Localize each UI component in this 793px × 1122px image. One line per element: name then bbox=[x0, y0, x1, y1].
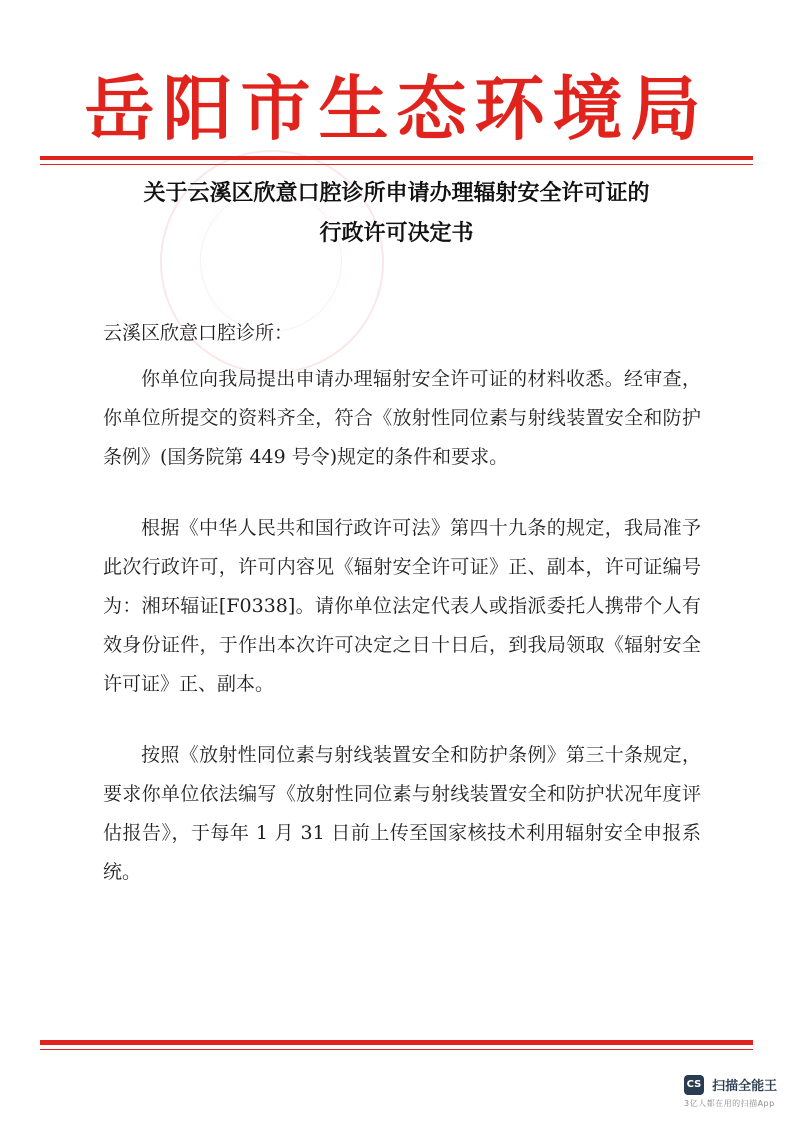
faint-seal-inner-ring bbox=[200, 190, 342, 332]
body-paragraph-2: 根据《中华人民共和国行政许可法》第四十九条的规定，我局准予此次行政许可，许可内容见《辐射安全许可证》正、副本，许可证编号为：湘环辐证[F0338]。请你单位法定代表人或指派委托人携带个人有效身份证件，于作出本次许可决定之日十日后，到我局领取《辐射安全许可证》正、副本。 bbox=[103, 517, 701, 695]
footer-red-rule-thin bbox=[40, 1049, 753, 1050]
scanner-watermark bbox=[684, 1074, 789, 1109]
body-paragraph-1: 你单位向我局提出申请办理辐射安全许可证的材料收悉。经审查，你单位所提交的资料齐全，符合《放射性同位素与射线装置安全和防护条例》(国务院第 449 号令)规定的条件和要求。 bbox=[103, 368, 701, 468]
body-paragraph-3: 按照《放射性同位素与射线装置安全和防护条例》第三十条规定，要求你单位依法编写《放射性同位素与射线装置安全和防护状况年度评估报告》，于每年 1 月 31 日前上传至国家核技术利用辐射安全申报系统。 bbox=[103, 744, 701, 883]
camscanner-logo-icon: CS bbox=[684, 1075, 704, 1095]
salutation: 云溪区欣意口腔诊所： bbox=[103, 322, 294, 344]
letterhead-red-rule-thick bbox=[40, 156, 753, 160]
letterhead-red-rule-thin bbox=[40, 164, 753, 165]
document-title-line2: 行政许可决定书 bbox=[319, 221, 474, 246]
footer-red-rule-thick bbox=[40, 1040, 753, 1045]
document-body bbox=[103, 360, 701, 892]
document-title-line1: 关于云溪区欣意口腔诊所申请办理辐射安全许可证的 bbox=[143, 181, 650, 206]
scanner-tagline: 3亿人都在用的扫描App bbox=[684, 1098, 775, 1108]
agency-letterhead: 岳阳市生态环境局 bbox=[84, 68, 709, 150]
scanner-brand: 扫描全能王 bbox=[712, 1079, 778, 1094]
